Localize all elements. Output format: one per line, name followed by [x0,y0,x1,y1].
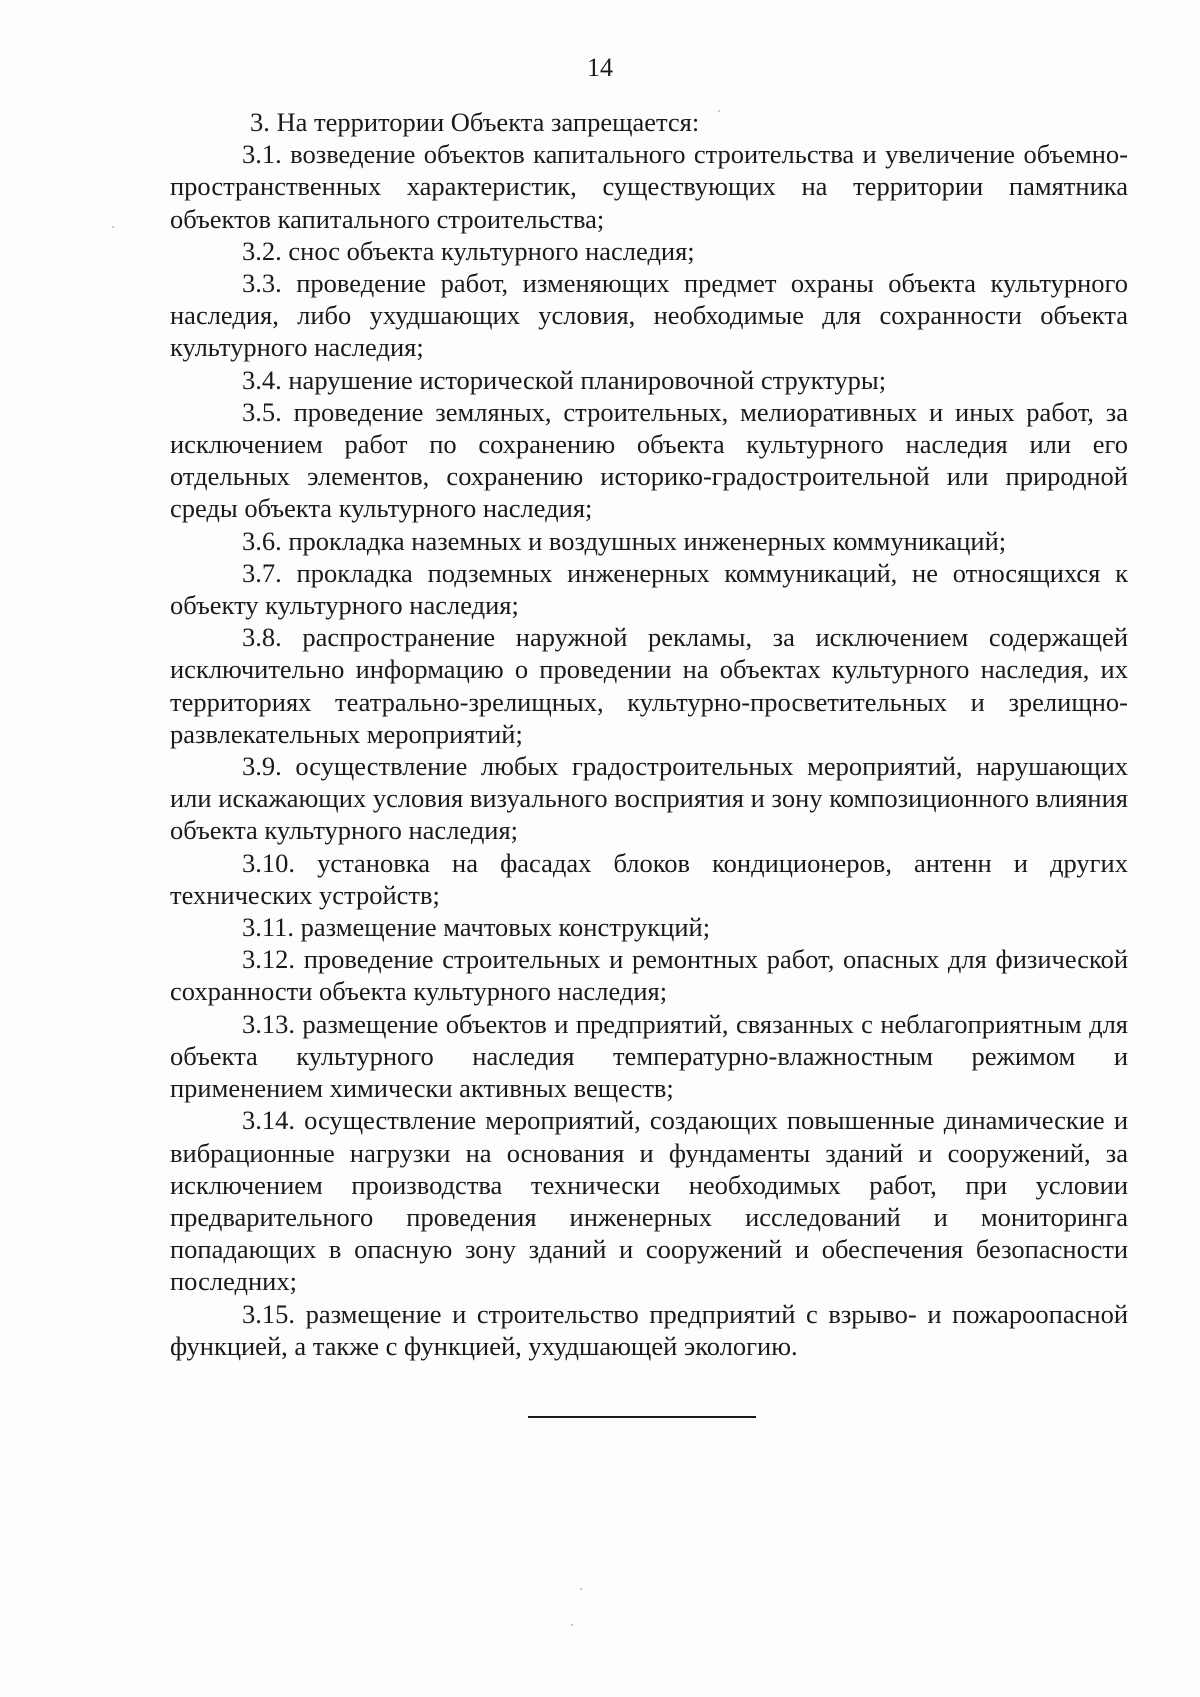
scan-speck [580,1588,582,1590]
clause-number: 3.3. [242,268,282,299]
clause-3-8 [170,621,1128,750]
clause-text: прокладка подземных инженерных коммуникаций, не относящихся к объекту культурного наследия; [170,557,1129,621]
clause-3-1 [170,138,1128,235]
clause-text: размещение мачтовых конструкций; [300,912,711,943]
clause-text: возведение объектов капитального строительства и увеличение объемно-пространственных характеристик, существующих на территории памятника объектов капитального строительства; [170,139,1129,234]
clause-number: 3.1. [242,139,282,170]
clause-3-13 [170,1008,1128,1105]
clause-text: установка на фасадах блоков кондиционеров, антенн и других технических устройств; [170,847,1128,910]
clause-text: проведение строительных и ремонтных работ, опасных для физической сохранности объекта культурного наследия; [170,944,1128,1007]
clause-3-11 [170,911,1128,943]
clause-text: распространение наружной рекламы, за исключением содержащей исключительно информацию о проведении на объектах культурного наследия, их территориях театрально-зрелищных, культурно-просветительных и зрелищно-развлекательных мероприятий; [170,622,1129,749]
clause-number: 3.12. [242,944,295,975]
clause-3-15 [170,1298,1128,1362]
clause-text: осуществление любых градостроительных мероприятий, нарушающих или искажающих условия визуального восприятия и зону композиционного влияния объекта культурного наследия; [170,751,1129,846]
clause-text: проведение работ, изменяющих предмет охраны объекта культурного наследия, либо ухудшающих условия, необходимые для сохранности объекта культурного наследия; [170,268,1128,363]
clause-text: проведение земляных, строительных, мелиоративных и иных работ, за исключением работ по сохранению объекта культурного наследия или его отдельных элементов, сохранению историко-градостроительной или природной среды объекта культурного наследия; [170,396,1129,524]
page-number: 14 [587,53,613,82]
clause-text: прокладка наземных и воздушных инженерных коммуникаций; [288,525,1007,556]
clause-number: 3.14. [242,1105,295,1136]
clause-text: размещение и строительство предприятий с взрыво- и пожароопасной функцией, а также с функцией, ухудшающей экологию. [170,1298,1129,1361]
clause-3-4 [170,364,1128,396]
clause-text: размещение объектов и предприятий, связанных с неблагоприятным для объекта культурного наследия температурно-влажностным режимом и применением химически активных веществ; [170,1008,1128,1104]
scan-speck [718,110,720,112]
section-heading: 3. На территории Объекта запрещается: [250,107,700,137]
clause-number: 3.7. [242,557,282,588]
clause-number: 3.5. [242,396,282,427]
clause-number: 3.9. [242,751,282,782]
clause-3-10 [170,847,1128,911]
clause-3-9 [170,750,1128,847]
clause-3-5 [170,396,1128,525]
clause-3-14 [170,1104,1128,1297]
clause-number: 3.15. [242,1298,295,1329]
clause-3-2 [170,235,1128,267]
clause-number: 3.13. [242,1008,295,1039]
clause-number: 3.6. [242,525,282,556]
clause-text: нарушение исторической планировочной структуры; [288,364,887,395]
clause-3-12 [170,943,1128,1007]
clause-text: осуществление мероприятий, создающих повышенные динамические и вибрационные нагрузки на основания и фундаменты зданий и сооружений, за исключением производства технически необходимых работ, при условии предварительного проведения инженерных исследований и мониторинга попадающих в опасную зону зданий и сооружений и обеспечения безопасности последних; [170,1105,1129,1297]
scan-speck [571,1624,573,1626]
end-of-text-divider [528,1416,756,1418]
clause-number: 3.4. [242,364,282,395]
clause-3-3 [170,267,1128,364]
scan-speck [112,226,114,228]
clause-number: 3.11. [242,912,295,943]
clause-number: 3.2. [242,235,282,266]
clause-text: снос объекта культурного наследия; [288,235,695,266]
document-body [170,106,1128,1362]
clause-number: 3.10. [242,847,295,878]
clause-3-7 [170,557,1128,621]
clause-number: 3.8. [242,622,282,653]
clause-3-6 [170,525,1128,557]
